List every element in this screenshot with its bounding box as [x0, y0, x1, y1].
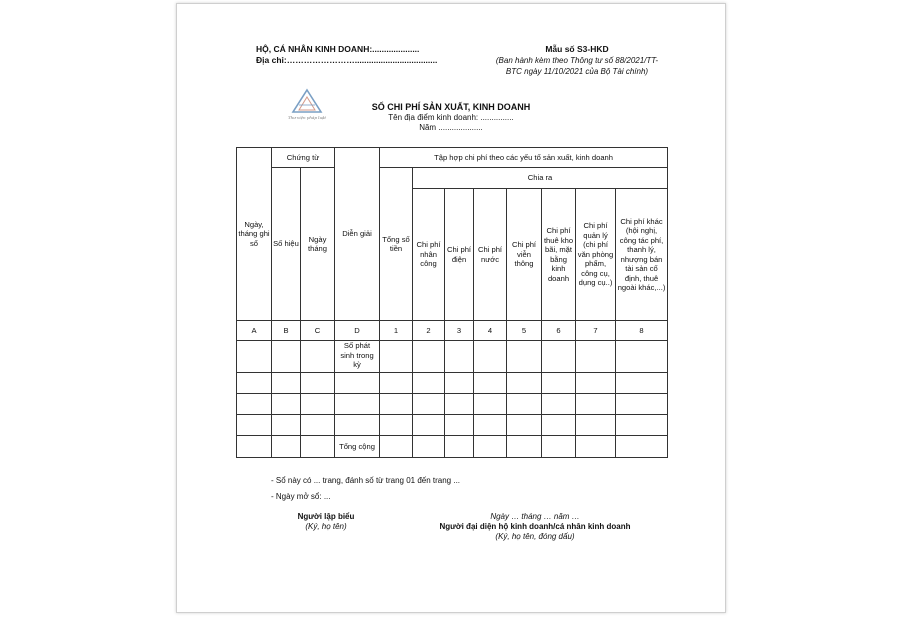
header-labor: Chi phí nhân công: [413, 189, 445, 321]
location-line: Tên địa điểm kinh doanh: ...............: [388, 113, 514, 122]
table-header-row: [237, 168, 668, 189]
header-voucher-date: Ngày tháng: [301, 168, 335, 321]
table-row: [237, 394, 668, 415]
code-cell: 6: [542, 321, 576, 341]
date-line: Ngày … tháng … năm …: [490, 512, 580, 521]
representative-title: Người đại diện hộ kinh doanh/cá nhân kinh doanh: [439, 522, 631, 531]
header-other: Chi phí khác (hội nghị, công tác phí, thanh lý, nhượng bán tài sản cố định, thuê ngoài khác,...): [616, 189, 668, 321]
code-cell: 1: [380, 321, 413, 341]
code-cell: 5: [507, 321, 542, 341]
ledger-title: SỔ CHI PHÍ SẢN XUẤT, KINH DOANH: [371, 102, 531, 112]
year-line: Năm ....................: [419, 123, 483, 132]
document-page: [176, 3, 726, 613]
header-breakdown: Chia ra: [413, 168, 668, 189]
total-label: Tổng cộng: [335, 436, 380, 458]
header-number: Số hiệu: [272, 168, 301, 321]
column-code-row: [237, 321, 668, 341]
header-description: Diễn giải: [335, 148, 380, 321]
header-costs: Tập hợp chi phí theo các yếu tố sản xuất, kinh doanh: [380, 148, 668, 168]
form-header: [477, 44, 677, 77]
code-cell: 8: [616, 321, 668, 341]
representative-signature: [415, 512, 655, 542]
cost-ledger-table: [236, 147, 668, 458]
preparer-title: Người lập biểu: [297, 512, 355, 521]
business-dots: ....................: [372, 44, 420, 54]
note-pages: - Sổ này có ... trang, đánh số từ trang 01 đến trang ...: [271, 476, 461, 485]
code-cell: 7: [576, 321, 616, 341]
header-total: Tổng số tiền: [380, 168, 413, 321]
table-row: [237, 415, 668, 436]
code-cell: 2: [413, 321, 445, 341]
form-code: Mẫu số S3-HKD: [545, 44, 609, 54]
header-rent: Chi phí thuê kho bãi, mặt bằng kinh doanh: [542, 189, 576, 321]
table-row: [237, 341, 668, 373]
header-admin: Chi phí quản lý (chi phí văn phòng phẩm, công cụ, dụng cụ..): [576, 189, 616, 321]
address-label: Địa chỉ:: [256, 55, 287, 65]
preparer-sign-note: (Ký, họ tên): [305, 522, 347, 531]
header-voucher: Chứng từ: [272, 148, 335, 168]
note-open-date: - Ngày mở sổ: ...: [271, 492, 331, 501]
logo-text: Thư viện pháp luật: [287, 115, 327, 120]
code-cell: D: [335, 321, 380, 341]
code-cell: B: [272, 321, 301, 341]
table-row: [237, 436, 668, 458]
form-note-2: BTC ngày 11/10/2021 của Bộ Tài chính): [505, 67, 649, 76]
period-label: Số phát sinh trong kỳ: [335, 341, 380, 373]
business-header: [256, 44, 437, 66]
header-water: Chi phí nước: [474, 189, 507, 321]
header-date: Ngày, tháng ghi sổ: [237, 148, 272, 321]
business-label: HỘ, CÁ NHÂN KINH DOANH:: [256, 44, 373, 54]
table-header-row: [237, 148, 668, 168]
address-dots: ……………………...................................: [286, 55, 438, 65]
code-cell: 3: [445, 321, 474, 341]
header-electricity: Chi phí điện: [445, 189, 474, 321]
code-cell: C: [301, 321, 335, 341]
representative-sign-note: (Ký, họ tên, đóng dấu): [495, 532, 575, 541]
code-cell: A: [237, 321, 272, 341]
header-telecom: Chi phí viễn thông: [507, 189, 542, 321]
form-note-1: (Ban hành kèm theo Thông tư số 88/2021/TT-: [495, 56, 659, 65]
code-cell: 4: [474, 321, 507, 341]
table-row: [237, 373, 668, 394]
preparer-signature: [271, 512, 381, 532]
